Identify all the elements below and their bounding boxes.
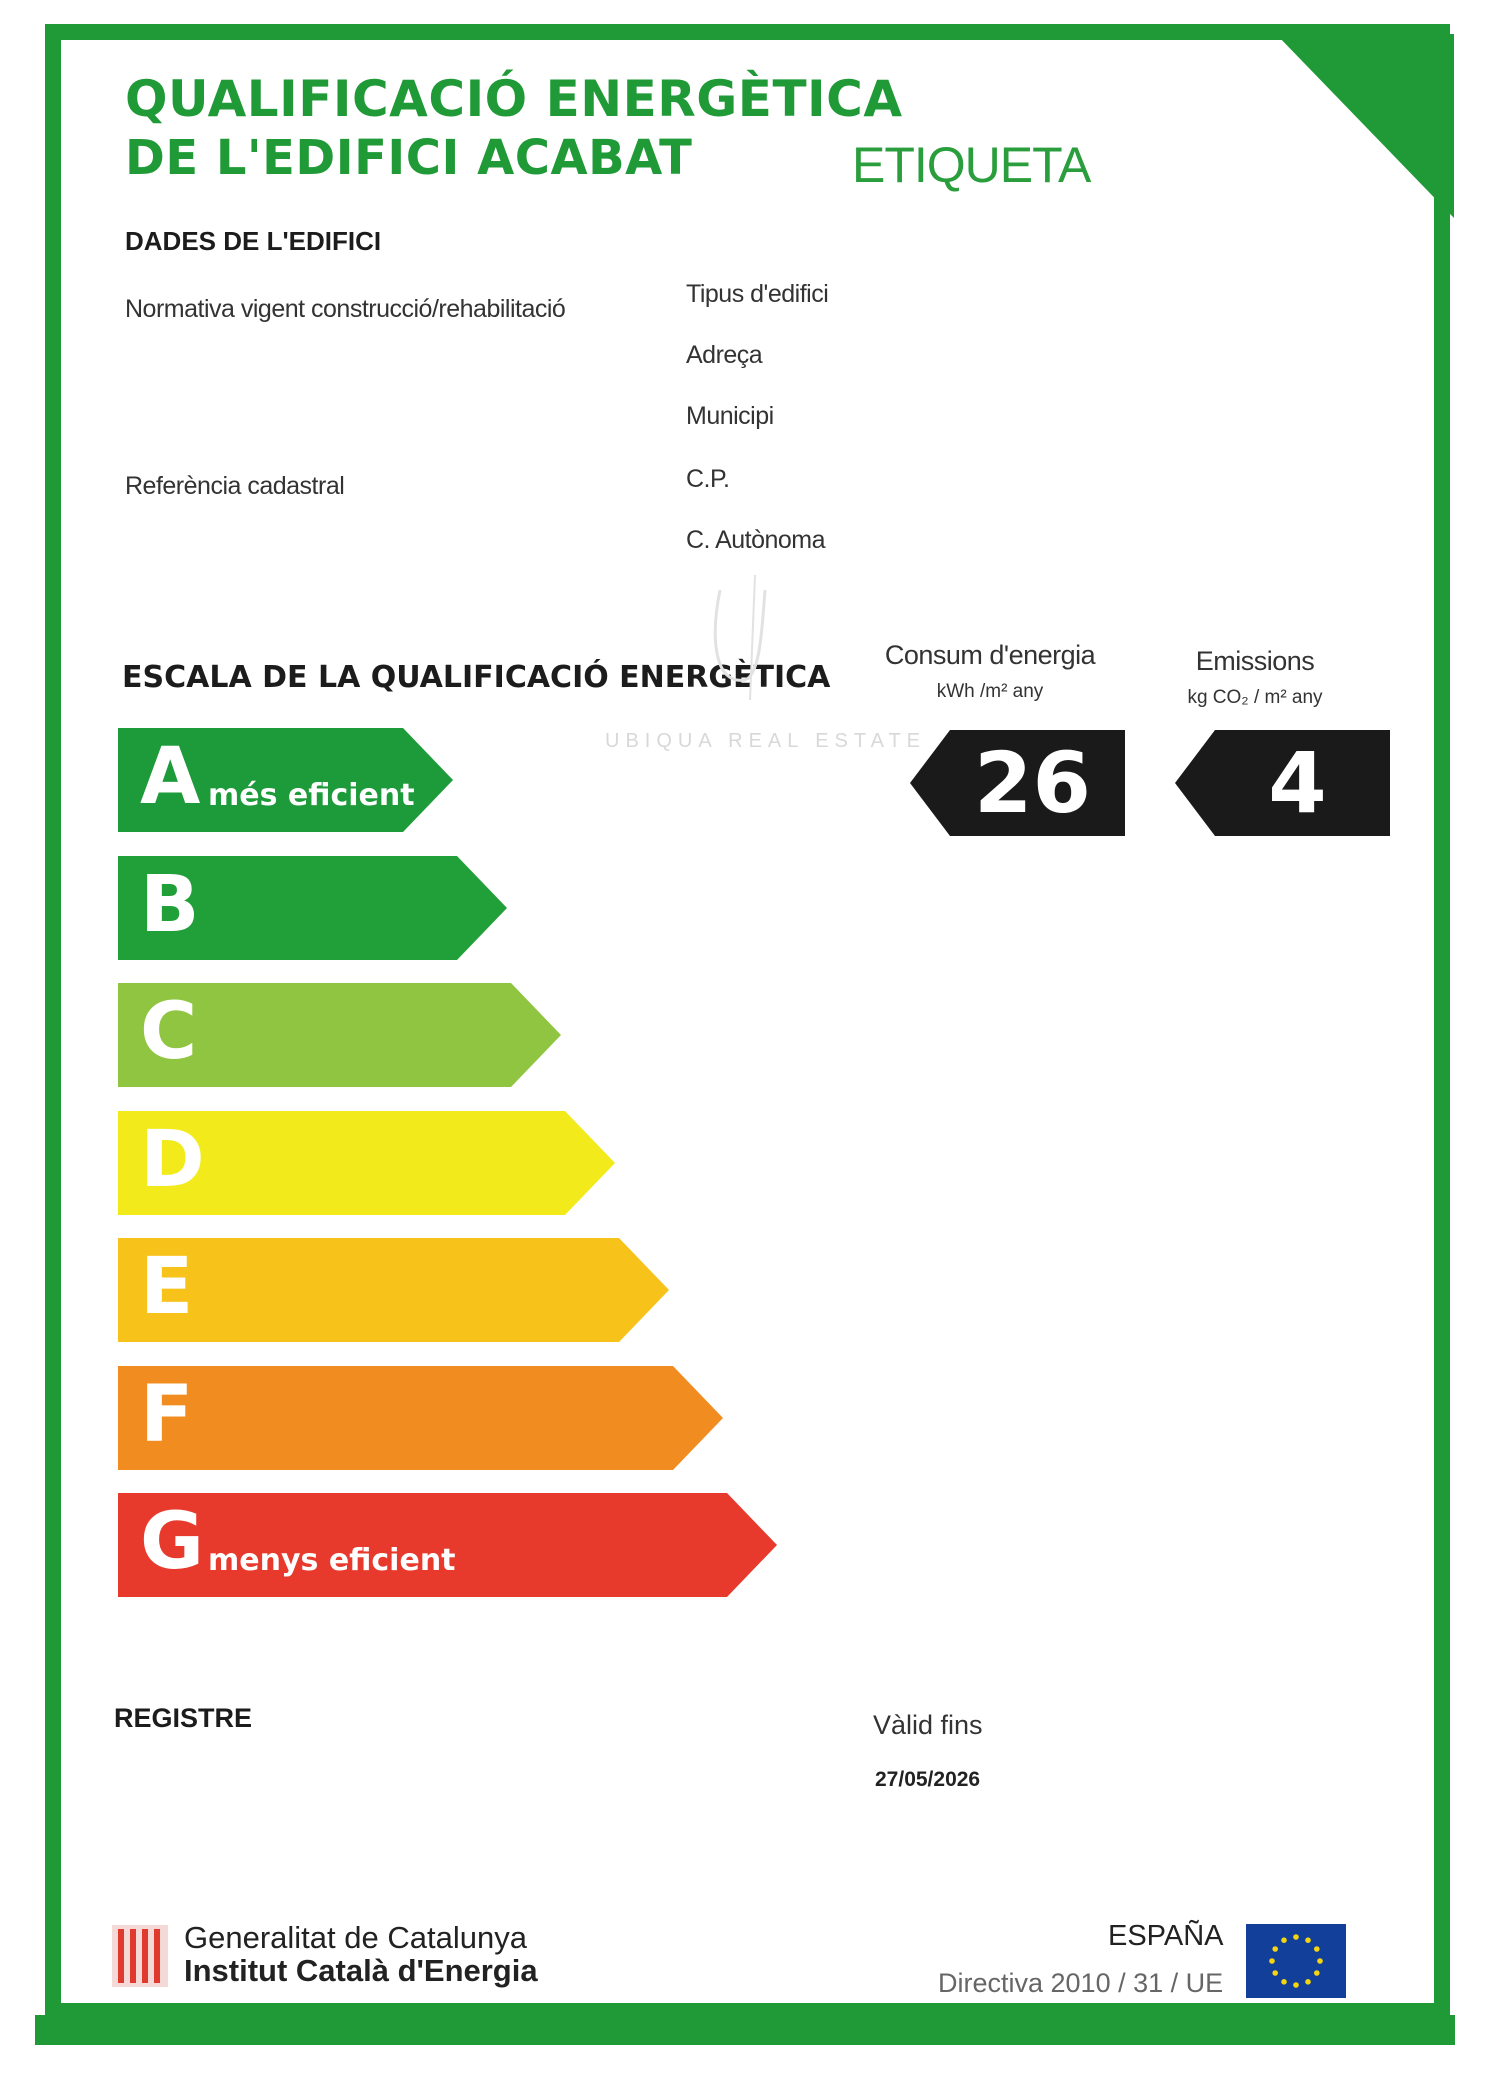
consumption-title: Consum d'energia <box>884 640 1096 670</box>
emissions-title: Emissions <box>1195 646 1315 676</box>
eu-star-icon <box>1281 1979 1287 1985</box>
emissions-unit: kg CO₂ / m² any <box>1187 687 1323 708</box>
valid-until-date: 27/05/2026 <box>875 1768 981 1791</box>
normativa-label: Normativa vigent construcció/rehabilitació <box>125 295 566 323</box>
building-data-title: DADES DE L'EDIFICI <box>125 226 382 256</box>
eu-star-icon <box>1317 1958 1323 1964</box>
scale-bar-b <box>118 856 507 960</box>
eu-star-icon <box>1305 1937 1311 1943</box>
municipi-label: Municipi <box>686 402 774 430</box>
scale-title: ESCALA DE LA QUALIFICACIÓ ENERGÈTICA <box>122 660 831 695</box>
scale-bar-d <box>118 1111 615 1215</box>
eu-star-icon <box>1272 1946 1278 1952</box>
emissions-header <box>1145 646 1365 709</box>
scale-label-a: més eficient <box>208 778 415 813</box>
consumption-value: 26 <box>974 734 1091 832</box>
eu-star-icon <box>1314 1970 1320 1976</box>
watermark-logo-icon <box>700 570 780 700</box>
title-line-1: QUALIFICACIÓ ENERGÈTICA <box>125 70 903 128</box>
valid-until-label: Vàlid fins <box>873 1710 983 1740</box>
eu-star-icon <box>1269 1958 1275 1964</box>
scale-bar-c <box>118 983 561 1087</box>
emissions-value: 4 <box>1268 734 1327 832</box>
scale-bar-g <box>118 1493 777 1597</box>
watermark-text: UBIQUA REAL ESTATE <box>605 730 927 752</box>
consumption-badge <box>910 730 1125 836</box>
consumption-header <box>880 640 1100 703</box>
registre-label: REGISTRE <box>114 1703 253 1733</box>
eu-star-icon <box>1272 1970 1278 1976</box>
corner-triangle <box>1276 34 1454 218</box>
scale-letter-c: C <box>140 987 198 1077</box>
etiqueta-label: ETIQUETA <box>852 137 1091 193</box>
org-line-1: Generalitat de Catalunya <box>184 1920 527 1955</box>
scale-bar-e <box>118 1238 669 1342</box>
eu-star-icon <box>1293 1982 1299 1988</box>
scale-letter-d: D <box>140 1114 205 1205</box>
cp-label: C.P. <box>686 465 730 493</box>
scale-bar-a <box>118 728 453 832</box>
scale-letter-e: E <box>140 1242 194 1332</box>
title-line-2: DE L'EDIFICI ACABAT <box>125 130 693 186</box>
consumption-unit: kWh /m² any <box>936 681 1044 702</box>
directive-label: Directiva 2010 / 31 / UE <box>938 1968 1224 1998</box>
scale-bar-f <box>118 1366 723 1470</box>
eu-flag-icon <box>1246 1924 1346 1998</box>
scale-label-g: menys eficient <box>208 1543 456 1578</box>
eu-star-icon <box>1293 1934 1299 1940</box>
adreca-label: Adreça <box>686 341 763 369</box>
tipus-label: Tipus d'edifici <box>686 280 829 308</box>
eu-star-icon <box>1314 1946 1320 1952</box>
autonoma-label: C. Autònoma <box>686 526 826 554</box>
scale-letter-b: B <box>140 859 200 950</box>
referencia-label: Referència cadastral <box>125 472 345 500</box>
bottom-band <box>35 2015 1455 2045</box>
org-line-2: Institut Català d'Energia <box>184 1953 538 1988</box>
scale-letter-f: F <box>140 1369 194 1460</box>
scale-letter-a: A <box>140 732 201 822</box>
country-label: ESPAÑA <box>1108 1920 1224 1952</box>
emissions-badge <box>1175 730 1390 836</box>
eu-star-icon <box>1281 1937 1287 1943</box>
generalitat-logo-icon <box>112 1925 168 1987</box>
scale-letter-g: G <box>140 1497 205 1587</box>
eu-star-icon <box>1305 1979 1311 1985</box>
